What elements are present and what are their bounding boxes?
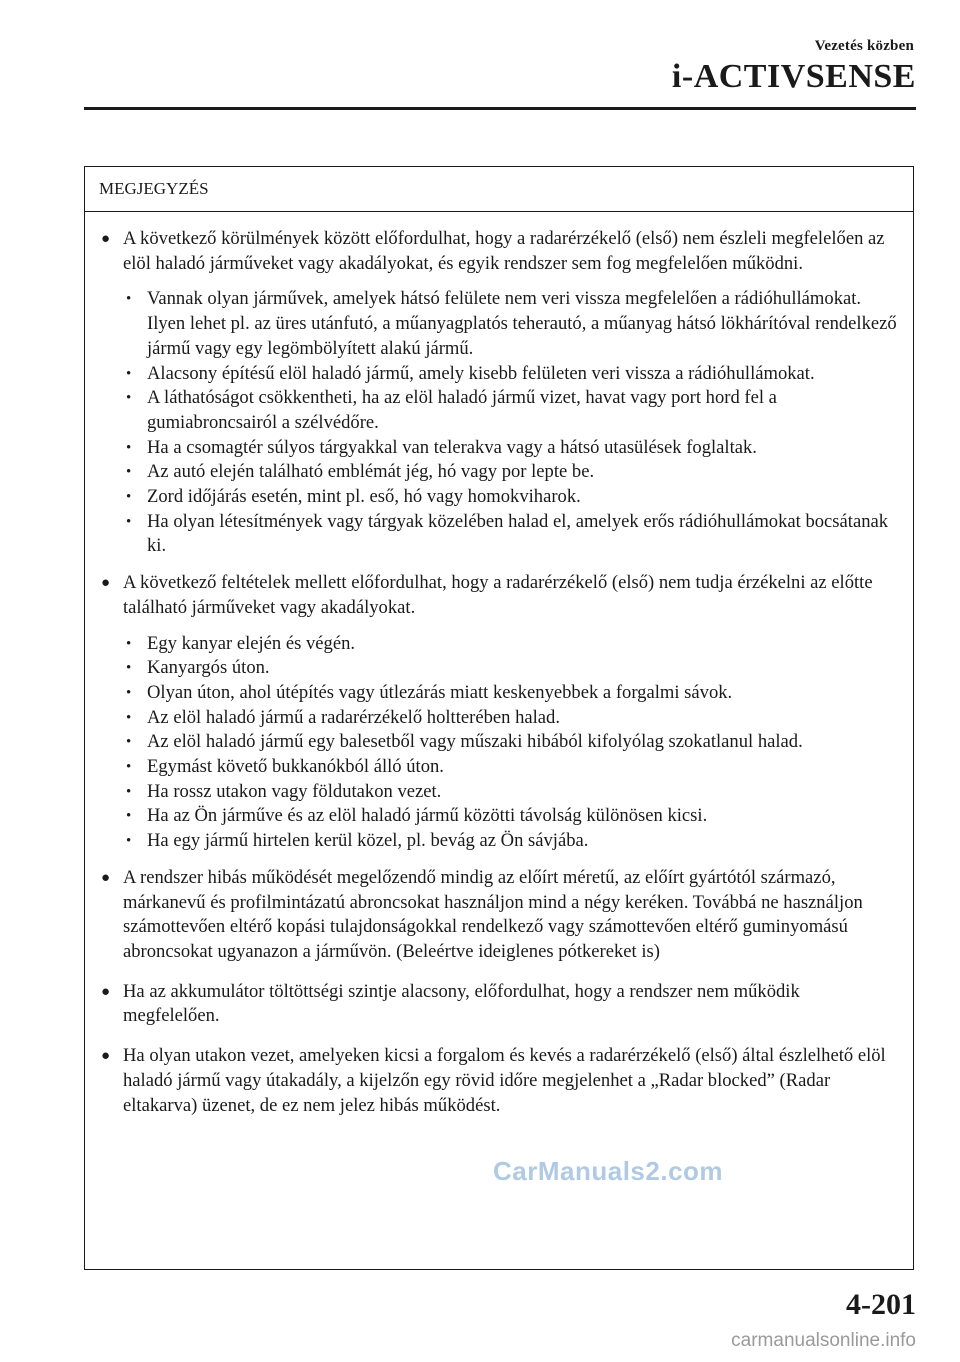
sub-list-item (123, 510, 899, 559)
sub-bullet-icon: • (126, 660, 132, 677)
bullet-icon: ● (101, 983, 111, 1000)
note-item-text: Ha olyan utakon vezet, amelyeken kicsi a forgalom és kevés a radarérzékelő (első) által észlelhető elöl haladó jármű vagy útakadály, a kijelzőn egy rövid időre megjelenhet a „Radar blocked” (Radar eltakarva) üzenet, de ez nem jelez hibás működést. (123, 1045, 886, 1116)
sub-list-item-text: Ha egy jármű hirtelen kerül közel, pl. bevág az Ön sávjába. (147, 830, 589, 852)
sub-bullet-icon: • (126, 291, 132, 308)
note-item-text: A következő feltételek mellett előfordulhat, hogy a radarérzékelő (első) nem tudja érzékelni az előtte található járműveket vagy akadályokat. (123, 572, 873, 618)
note-body (85, 212, 913, 1128)
note-item-text: Ha az akkumulátor töltöttségi szintje alacsony, előfordulhat, hogy a rendszer nem működik megfelelően. (123, 980, 800, 1027)
sub-bullet-icon: • (126, 684, 132, 701)
sub-list-item-text: Az elöl haladó jármű a radarérzékelő holtterében halad. (147, 706, 560, 728)
sub-list-item (123, 829, 899, 854)
sub-list-item-text: Ha rossz utakon vagy földutakon vezet. (147, 780, 442, 802)
sub-list-item (123, 780, 899, 805)
page-number: 4-201 (846, 1288, 916, 1321)
note-box (84, 166, 914, 1270)
sub-bullet-icon: • (126, 759, 132, 776)
sub-list-item (123, 632, 899, 657)
site-footer: carmanualsonline.info (731, 1330, 916, 1351)
bullet-icon: ● (101, 575, 111, 592)
sub-list-item (123, 730, 899, 755)
sub-bullet-icon: • (126, 390, 132, 407)
sub-bullet-icon: • (126, 808, 132, 825)
chapter-title: i-ACTIVSENSE (671, 58, 916, 95)
sub-list-item-text: Ha az Ön járműve és az elöl haladó jármű közötti távolság különösen kicsi. (147, 805, 708, 827)
sub-list-item (123, 706, 899, 731)
sub-list-item (123, 436, 899, 461)
watermark: CarManuals2.com (493, 1156, 724, 1186)
sub-list-item (123, 681, 899, 706)
sub-bullet-icon: • (126, 783, 132, 800)
sub-list-item (123, 287, 899, 361)
sub-bullet-icon: • (126, 833, 132, 850)
sub-list-item-text: Alacsony építésű elöl haladó jármű, amely kisebb felületen veri vissza a rádióhullámokat. (147, 362, 815, 384)
bullet-icon: ● (101, 1048, 111, 1065)
sub-list-item (123, 460, 899, 485)
note-title: MEGJEGYZÉS (85, 167, 913, 212)
note-item (99, 980, 899, 1039)
sub-list-item (123, 485, 899, 510)
sub-bullet-icon: • (126, 635, 132, 652)
sub-list-item-text: Ha olyan létesítmények vagy tárgyak közelében halad el, amelyek erős rádióhullámokat bocsátanak ki. (147, 510, 889, 557)
sub-list-item-text: Kanyargós úton. (147, 657, 270, 679)
note-item (99, 866, 899, 975)
bullet-icon: ● (101, 869, 111, 886)
sub-list-item-text: A láthatóságot csökkentheti, ha az elöl haladó jármű vizet, havat vagy port hord fel a gumiabroncsairól a szélvédőre. (147, 387, 777, 433)
sub-list-item-text: Ha a csomagtér súlyos tárgyakkal van telerakva vagy a hátsó utasülések foglaltak. (147, 436, 757, 458)
sub-list-item-text: Az autó elején található emblémát jég, hó vagy por lepte be. (147, 461, 595, 483)
note-item (99, 227, 899, 559)
sub-bullet-icon: • (126, 489, 132, 506)
sub-bullet-icon: • (126, 734, 132, 751)
sub-list-item (123, 656, 899, 681)
sub-bullet-icon: • (126, 365, 132, 382)
note-item (99, 1044, 899, 1128)
sub-bullet-icon: • (126, 513, 132, 530)
sub-bullet-icon: • (126, 709, 132, 726)
bullet-icon: ● (101, 231, 111, 247)
note-item-text: A rendszer hibás működését megelőzendő mindig az előírt méretű, az előírt gyártótól származó, márkanevű és profilmintázatú abroncsokat használjon mind a négy keréken. Továbbá ne használjon számottevően eltérő kopási tulajdonságokkal rendelkező vagy számottevően eltérő guminyomású abroncsokat ugyanazon a járművön. (Beleértve ideiglenes pótkereket is) (123, 866, 863, 962)
sub-bullet-icon: • (126, 439, 132, 456)
sub-list-item-text: Egymást követő bukkanókból álló úton. (147, 756, 444, 778)
sub-list-item (123, 755, 899, 780)
sub-list-item-text: Olyan úton, ahol útépítés vagy útlezárás miatt keskenyebbek a forgalmi sávok. (147, 681, 733, 703)
sub-list-item (123, 386, 899, 435)
sub-list (123, 287, 899, 559)
sub-list-item (123, 804, 899, 829)
sub-list-item-text: Vannak olyan járművek, amelyek hátsó felülete nem veri vissza megfelelően a rádióhullámokat. Ilyen lehet pl. az üres utánfutó, a műanyagplatós teherautó, a műanyag hátsó lökhárítóval rendelkező jármű vagy egy legömbölyített alakú jármű. (147, 288, 897, 359)
note-item-text: A következő körülmények között előfordulhat, hogy a radarérzékelő (első) nem észleli megfelelően az elöl haladó járműveket vagy akadályokat, és egyik rendszer sem fog megfelelően működni. (123, 228, 885, 274)
note-item (99, 571, 899, 854)
section-title: Vezetés közben (814, 38, 914, 54)
sub-list (123, 632, 899, 854)
sub-list-item-text: Zord időjárás esetén, mint pl. eső, hó vagy homokviharok. (147, 486, 581, 508)
sub-list-item-text: Az elöl haladó jármű egy balesetből vagy műszaki hibából kifolyólag szokatlanul halad. (147, 731, 803, 753)
header-divider (84, 107, 916, 110)
sub-list-item (123, 362, 899, 387)
sub-bullet-icon: • (126, 464, 132, 481)
sub-list-item-text: Egy kanyar elején és végén. (147, 632, 356, 654)
